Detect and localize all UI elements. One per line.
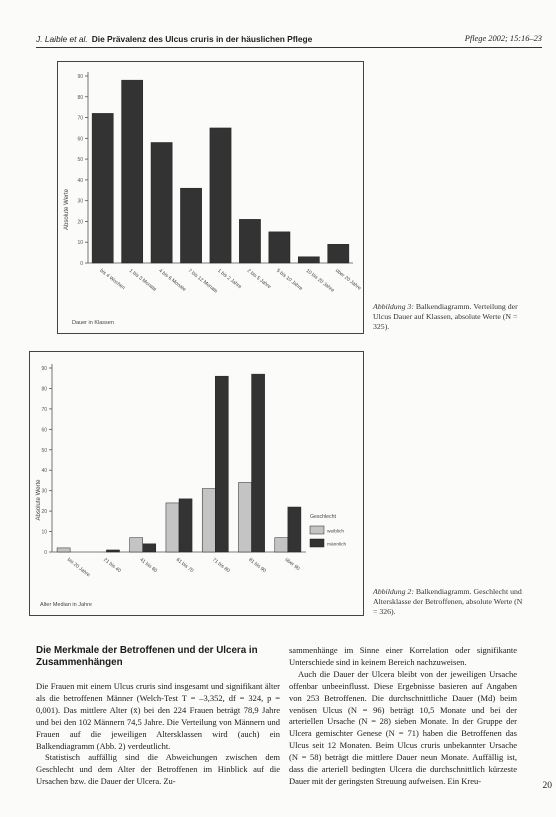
- bar: [252, 374, 265, 552]
- text-column-left: [36, 645, 280, 788]
- figure-gender-age-caption: [373, 587, 523, 617]
- x-tick-label: 81 bis 90: [247, 556, 268, 575]
- legend-label: weiblich: [327, 529, 345, 535]
- figure-duration-box: [57, 61, 364, 334]
- bar: [328, 244, 349, 263]
- bar: [57, 548, 70, 552]
- text-column-right: [289, 645, 517, 788]
- y-tick-label: 50: [77, 157, 83, 164]
- x-tick-label: 7 bis 12 Monate: [186, 267, 219, 295]
- bar: [269, 232, 290, 263]
- x-tick-label: bis 4 Wochen: [98, 267, 126, 292]
- bar: [180, 188, 201, 263]
- caption-label: Abbildung 2:: [373, 587, 414, 596]
- x-tick-label: 1 bis 3 Monate: [127, 267, 158, 293]
- y-tick-label: 90: [77, 74, 83, 80]
- x-tick-label: 5 bis 10 Jahre: [275, 267, 304, 292]
- bar: [130, 538, 143, 552]
- bar: [179, 499, 192, 552]
- paragraph: sammenhänge im Sinne einer Korrelation oder signifikante Unterschiede sind in keinem Bereich nachzuweisen.: [289, 645, 517, 667]
- bar: [151, 142, 172, 263]
- header-left: [36, 34, 312, 44]
- x-tick-label: 21 bis 40: [102, 556, 122, 575]
- caption-label: Abbildung 3:: [373, 302, 414, 311]
- x-tick-label: 41 bis 60: [138, 556, 159, 575]
- page-number: 20: [542, 781, 552, 791]
- y-tick-label: 20: [77, 219, 83, 226]
- bar: [202, 489, 215, 552]
- y-tick-label: 70: [77, 115, 83, 122]
- x-tick-label: 2 bis 5 Jahre: [245, 267, 272, 291]
- bar: [122, 80, 143, 263]
- caption-text: Balkendiagramm. Verteilung der Ulcus Dauer auf Klassen, absolute Werte (N = 325).: [373, 302, 518, 331]
- bar: [239, 219, 260, 263]
- y-tick-label: 20: [41, 509, 47, 516]
- x-tick-label: 71 bis 80: [211, 556, 231, 575]
- y-tick-label: 80: [77, 94, 83, 101]
- paragraph: Die Frauen mit einem Ulcus cruris sind insgesamt und signifikant älter als die betroffenen Männer (Welch-Test T = –3,352, df = 324, p = 0,001). Das mittlere Alter (x̄) bei den 224 Frauen beträgt 78,9 Jahre und bei den 102 Männern 74,5 Jahre. Die Verteilung von Männern und Frauen auf die jeweiligen Altersklassen wird (auch) ein Balkendiagramm (Abb. 2) verdeutlicht.: [36, 681, 280, 751]
- y-tick-label: 70: [41, 406, 47, 413]
- bar: [288, 507, 301, 552]
- y-tick-label: 40: [77, 177, 83, 184]
- y-tick-label: 60: [77, 136, 83, 143]
- y-tick-label: 40: [41, 468, 47, 475]
- bar: [92, 113, 113, 263]
- y-tick-label: 0: [80, 261, 83, 267]
- legend-swatch: [310, 526, 324, 534]
- x-tick-label: 4 bis 6 Monate: [157, 267, 187, 293]
- header-journal: Pflege 2002; 15:16–23: [464, 34, 542, 43]
- x-axis-title: Alter Median in Jahre: [40, 602, 92, 608]
- section-heading: Die Merkmale der Betroffenen und der Ulcera in Zusammenhängen: [36, 645, 258, 668]
- paragraph: Statistisch auffällig sind die Abweichungen zwischen dem Geschlecht und dem Alter der Betroffenen im Hinblick auf die Ursachen bzw. die Dauer der Ulcera. Zu-: [36, 752, 280, 787]
- y-tick-label: 30: [77, 198, 83, 205]
- figure-duration-caption: [373, 302, 523, 332]
- bar: [106, 550, 119, 552]
- bar: [215, 376, 228, 552]
- caption-text: Balkendiagramm. Geschlecht und Altersklasse der Betroffenen, absolute Werte (N = 326).: [373, 587, 523, 616]
- x-tick-label: bis 20 Jahre: [65, 556, 92, 579]
- x-tick-label: über 90: [283, 556, 301, 573]
- bar: [166, 503, 179, 552]
- x-tick-label: 10 bis 20 Jahre: [304, 267, 336, 294]
- running-header: [36, 33, 542, 48]
- x-tick-label: 1 bis 2 Jahre: [216, 267, 243, 291]
- y-tick-label: 10: [41, 529, 47, 536]
- bar: [143, 544, 156, 552]
- x-tick-label: 61 bis 70: [174, 556, 195, 575]
- legend-swatch: [310, 539, 324, 547]
- y-tick-label: 90: [41, 366, 47, 372]
- y-tick-label: 50: [41, 447, 47, 454]
- chart-duration: [58, 62, 363, 333]
- y-axis-title: Absolute Werte: [64, 189, 70, 230]
- y-tick-label: 30: [41, 488, 47, 495]
- y-tick-label: 0: [44, 550, 47, 556]
- x-tick-label: über 20 Jahre: [334, 267, 363, 292]
- bar: [210, 128, 231, 263]
- y-tick-label: 60: [41, 427, 47, 434]
- y-tick-label: 80: [41, 386, 47, 393]
- bar: [275, 538, 288, 552]
- legend-title: Geschlecht: [310, 514, 336, 520]
- header-title: Die Prävalenz des Ulcus cruris in der häuslichen Pflege: [91, 34, 313, 44]
- header-authors: J. Laible et al.: [36, 34, 88, 44]
- y-axis-title: Absolute Werte: [36, 479, 42, 521]
- paragraph: Auch die Dauer der Ulcera bleibt von der jeweiligen Ursache offenbar unbeeinflusst. Diese Ergebnisse basieren auf Angaben von 253 Betroffenen. Die durchschnittliche Dauer (Md) beim venösen Ulcus (N = 96) beträgt 10,5 Monate und bei der arteriellen Ursache (N = 28) sieben Monate. In der Gruppe der Ulcera gemischter Genese (N = 71) haben die Betroffenen das Ulcus seit 12 Monaten. Beim Ulcus cruris unbekannter Ursache (N = 58) beträgt die mittlere Dauer neun Monate. Auffällig ist, dass die arteriell bedingten Ulcera die durchschnittlich kürzeste Dauer mit der geringsten Streuung aufweisen. Ein Kreu-: [289, 668, 517, 786]
- bar: [239, 482, 252, 552]
- figure-gender-age-box: [29, 351, 364, 616]
- x-axis-title: Dauer in Klassen: [72, 320, 114, 326]
- legend-label: männlich: [327, 542, 347, 548]
- y-tick-label: 10: [77, 240, 83, 247]
- bar: [298, 257, 319, 263]
- chart-gender-age: [30, 352, 363, 615]
